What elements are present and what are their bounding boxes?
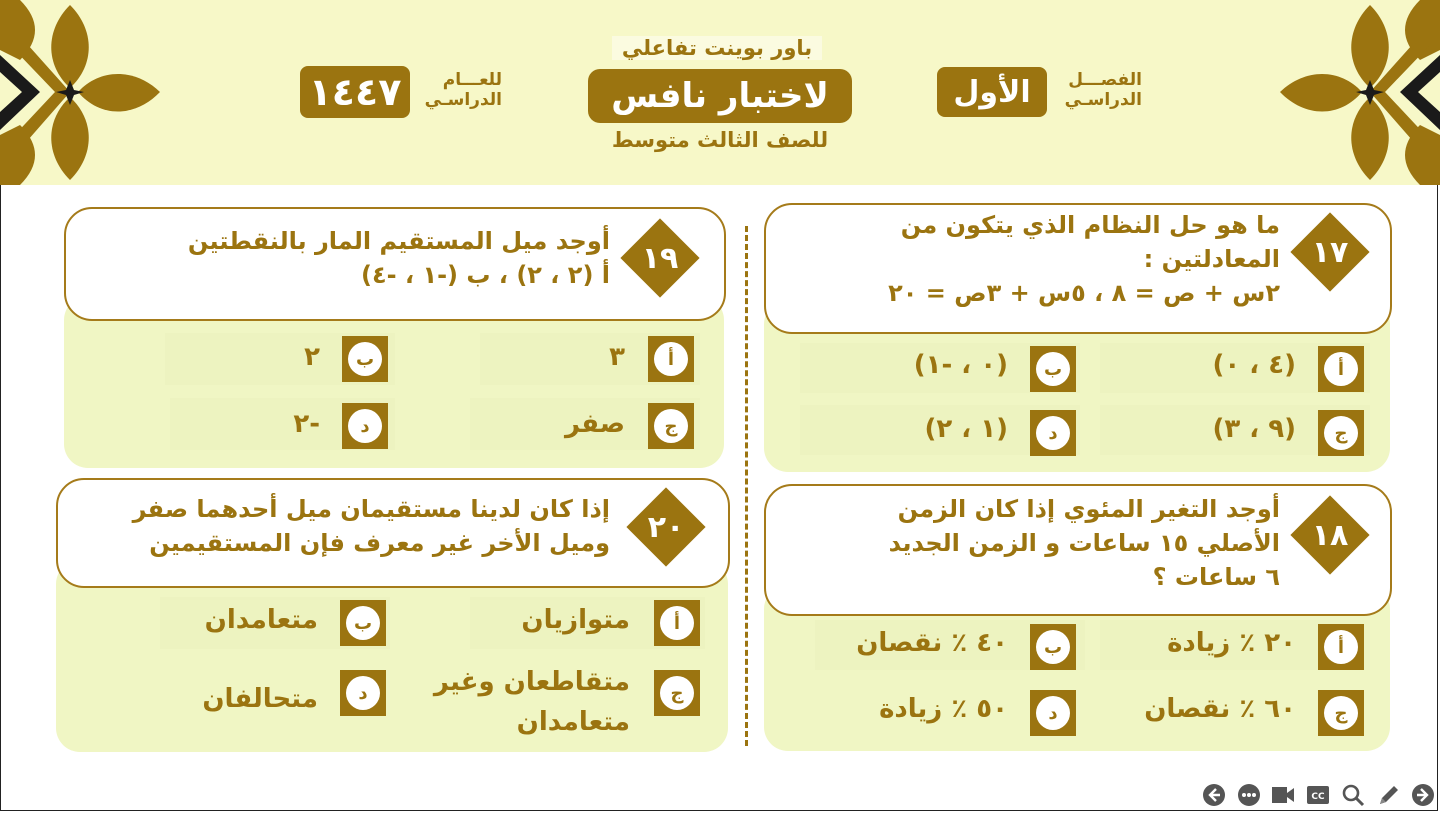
question-18-text: أوجد التغير المئوي إذا كان الزمن الأصلي ١٥ ساعات و الزمن الجديد ٦ ساعات ؟	[888, 495, 1280, 591]
q18-option-d-text[interactable]: ٥٠ ٪ زيادة	[879, 694, 1008, 724]
question-17-text: ما هو حل النظام الذي يتكون من المعادلتين : ٢س + ص = ٨ ، ٥س + ٣ص = ٢٠	[888, 211, 1280, 307]
q17-option-a-text[interactable]: (٤ ، ٠)	[1212, 350, 1296, 380]
year-value: ١٤٤٧	[300, 66, 410, 118]
back-icon[interactable]	[1202, 783, 1226, 807]
header-top-label: باور بوينت تفاعلي	[612, 36, 822, 60]
q17-option-b-text[interactable]: (٠ ، -١)	[913, 350, 1008, 380]
more-icon[interactable]	[1237, 783, 1261, 807]
q20-option-d-button[interactable]: د	[340, 670, 386, 716]
q20-option-c-button[interactable]: ج	[654, 670, 700, 716]
q19-option-a-button[interactable]: أ	[648, 336, 694, 382]
q18-option-d-button[interactable]: د	[1030, 690, 1076, 736]
q18-option-b-text[interactable]: ٤٠ ٪ نقصان	[856, 628, 1008, 658]
question-20-text: إذا كان لدينا مستقيمان ميل أحدهما صفر وميل الأخر غير معرف فإن المستقيمين	[132, 495, 610, 557]
q18-option-a-button[interactable]: أ	[1318, 624, 1364, 670]
zoom-icon[interactable]	[1341, 783, 1365, 807]
main-title: لاختبار نافس	[588, 69, 852, 123]
q19-option-b-button[interactable]: ب	[342, 336, 388, 382]
forward-icon[interactable]	[1411, 783, 1435, 807]
pen-icon[interactable]	[1377, 783, 1401, 807]
q17-option-d-text[interactable]: (١ ، ٢)	[924, 414, 1008, 444]
center-divider	[745, 226, 748, 746]
semester-label: الفصـــل الدراسـي	[1064, 70, 1142, 110]
q19-option-d-button[interactable]: د	[342, 403, 388, 449]
slide-header	[0, 0, 1440, 185]
q18-option-c-button[interactable]: ج	[1318, 690, 1364, 736]
question-20-number: ٢٠	[647, 509, 685, 545]
right-ornament-icon	[1270, 0, 1440, 185]
q20-option-b-text[interactable]: متعامدان	[204, 605, 318, 635]
q17-option-c-text[interactable]: (٩ ، ٣)	[1212, 414, 1296, 444]
q20-option-b-button[interactable]: ب	[340, 600, 386, 646]
q19-option-b-text[interactable]: ٢	[304, 342, 320, 372]
q17-option-d-button[interactable]: د	[1030, 410, 1076, 456]
q18-option-b-button[interactable]: ب	[1030, 624, 1076, 670]
q19-option-a-text[interactable]: ٣	[609, 342, 625, 372]
q18-option-c-text[interactable]: ٦٠ ٪ نقصان	[1144, 694, 1296, 724]
video-icon[interactable]	[1271, 783, 1295, 807]
q17-option-c-button[interactable]: ج	[1318, 410, 1364, 456]
q17-option-a-button[interactable]: أ	[1318, 346, 1364, 392]
question-17-number: ١٧	[1311, 234, 1349, 270]
question-19-text: أوجد ميل المستقيم المار بالنقطتين أ (٢ ، ٢) ، ب (-١ ، -٤)	[187, 227, 610, 289]
question-19-number: ١٩	[641, 240, 679, 276]
q20-option-d-text[interactable]: متحالفان	[202, 684, 318, 714]
q20-option-a-button[interactable]: أ	[654, 600, 700, 646]
q19-option-c-text[interactable]: صفر	[564, 409, 625, 439]
q20-option-a-text[interactable]: متوازيان	[521, 605, 630, 635]
q17-option-b-button[interactable]: ب	[1030, 346, 1076, 392]
q19-option-d-text[interactable]: -٢	[293, 409, 320, 439]
q19-option-c-button[interactable]: ج	[648, 403, 694, 449]
header-subtitle: للصف الثالث متوسط	[611, 128, 829, 152]
year-label: للعـــام الدراسـي	[424, 70, 502, 110]
captions-icon[interactable]	[1306, 783, 1330, 807]
q20-option-c-text[interactable]: متقاطعان وغير متعامدان	[433, 667, 630, 737]
q18-option-a-text[interactable]: ٢٠ ٪ زيادة	[1167, 628, 1296, 658]
svg-text:CC: CC	[1311, 792, 1325, 802]
left-ornament-icon	[0, 0, 170, 185]
question-18-number: ١٨	[1311, 517, 1349, 553]
semester-value: الأول	[937, 67, 1047, 117]
